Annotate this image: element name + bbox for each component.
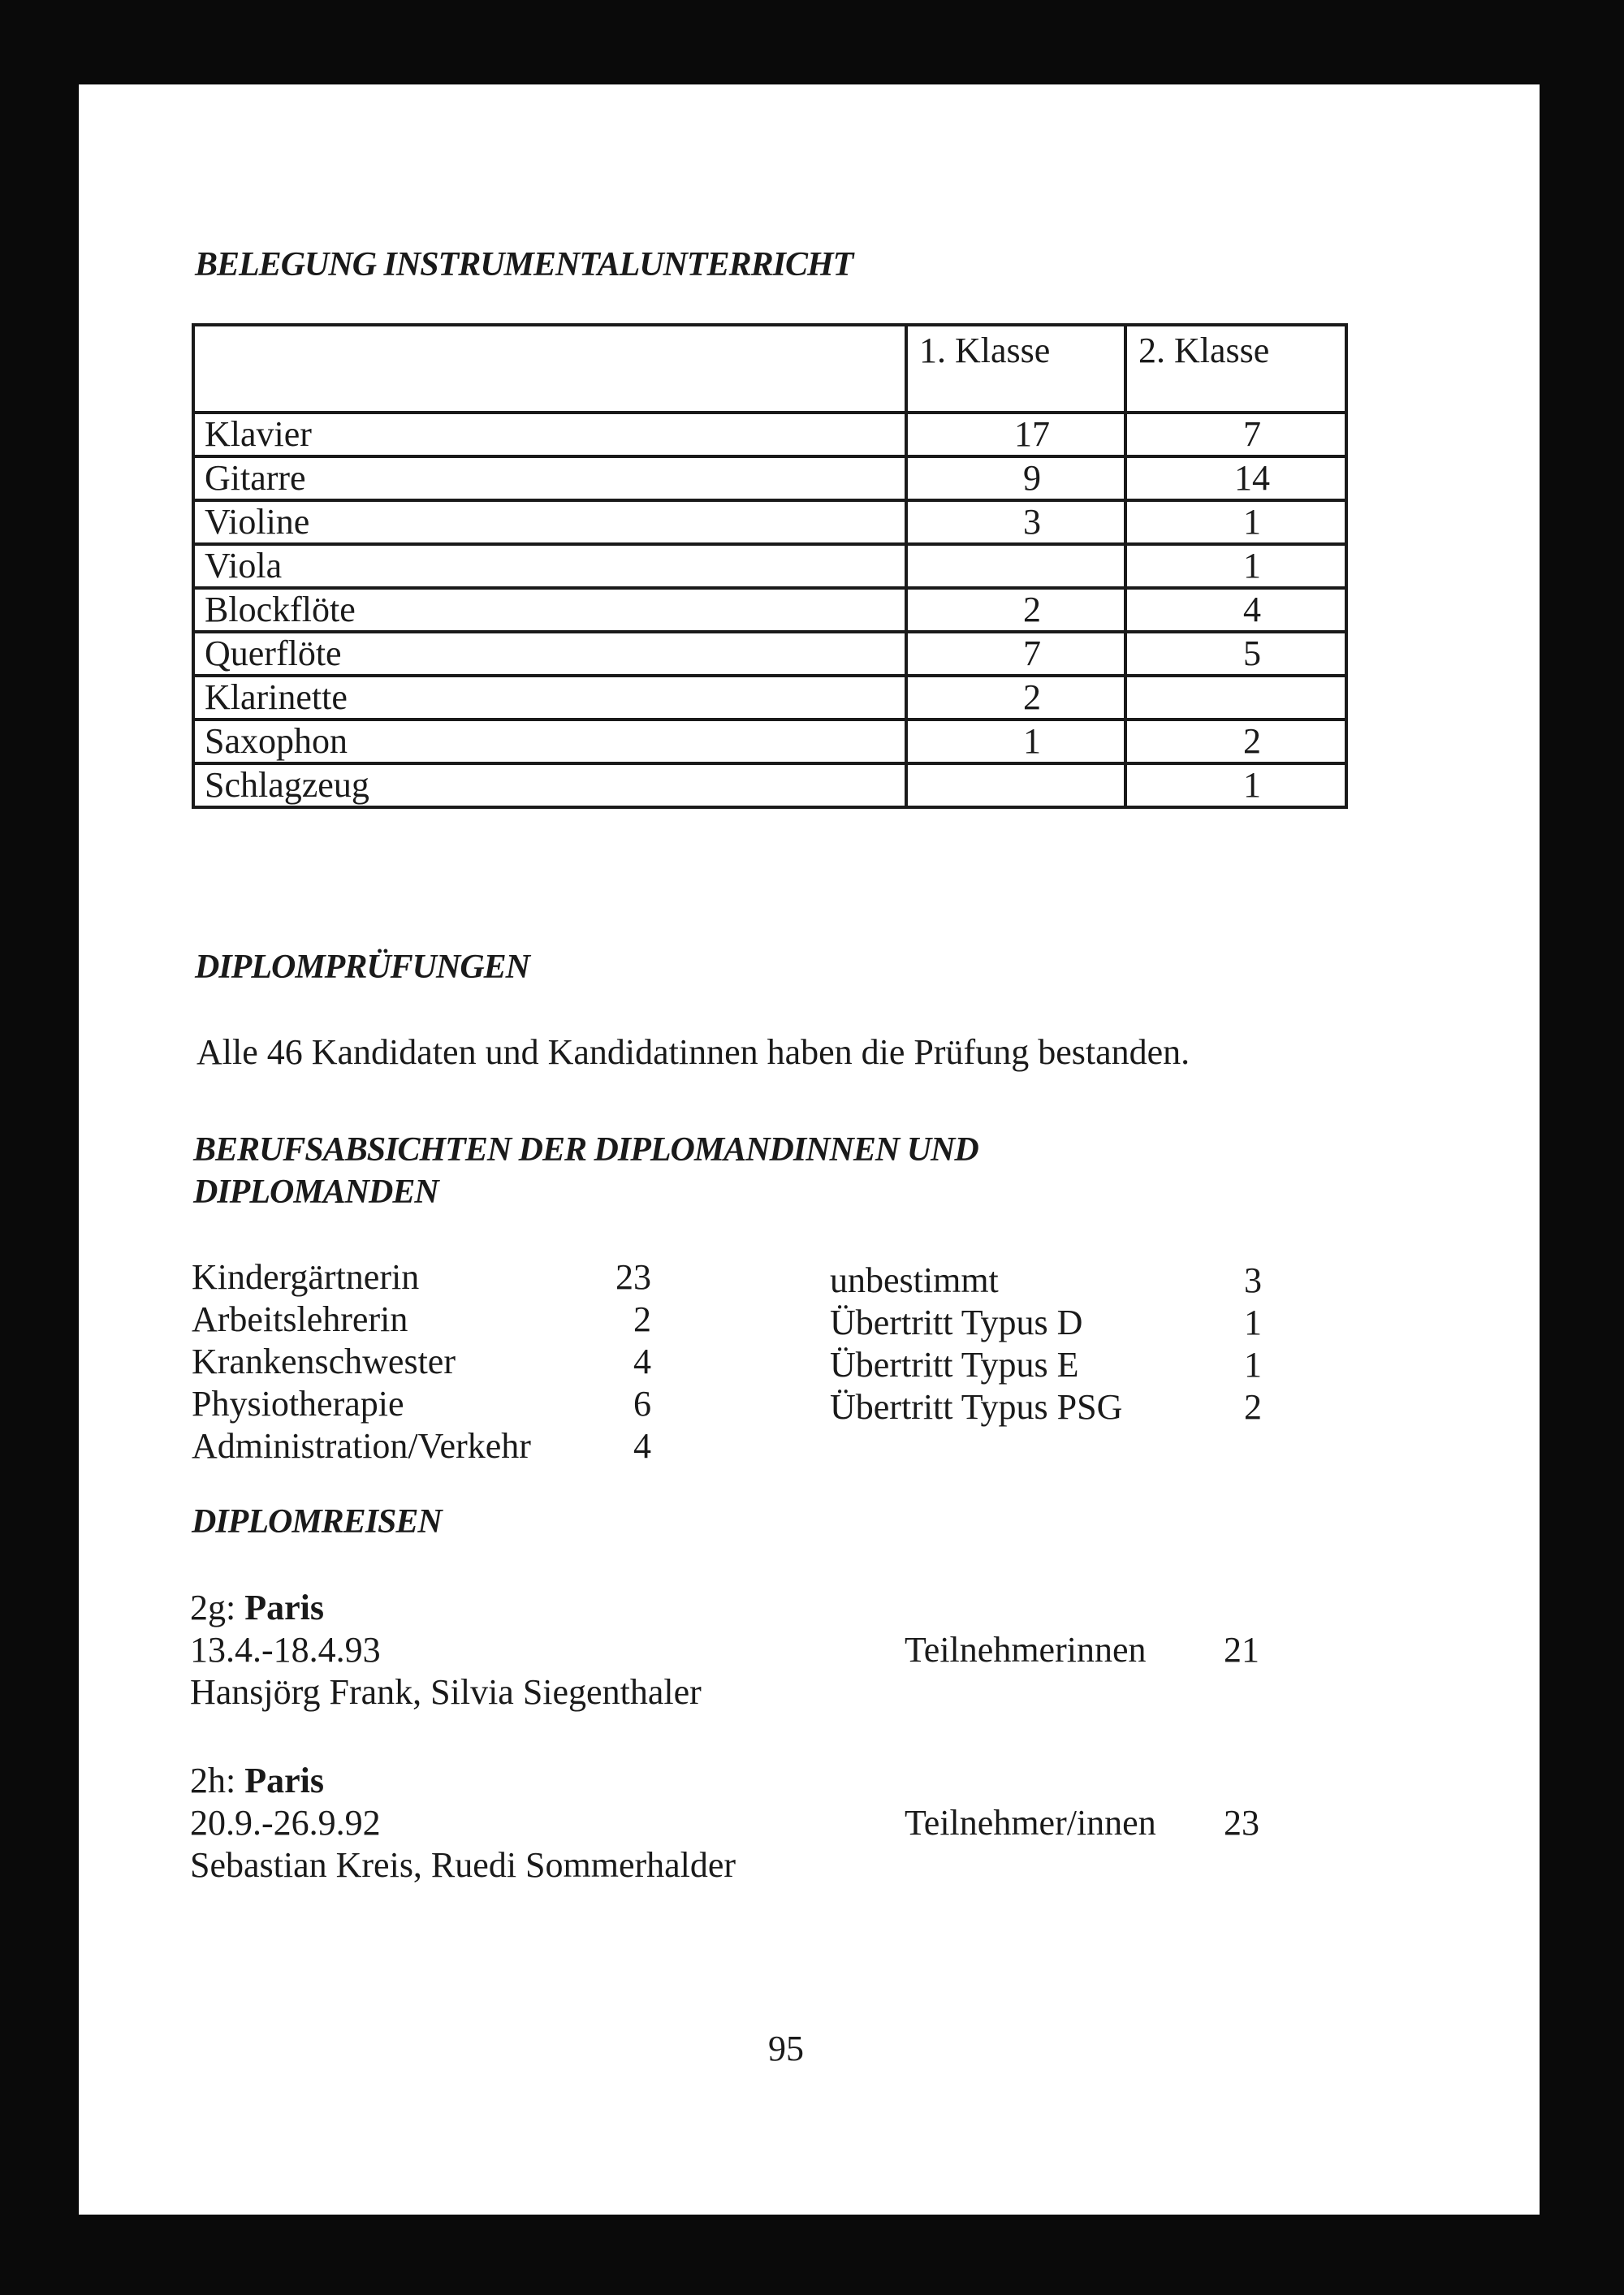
table-row [193, 588, 1346, 632]
participants-count: 23 [1224, 1803, 1259, 1843]
trip-dates: 13.4.-18.4.93 [190, 1630, 381, 1670]
table-row [193, 456, 1346, 500]
instrument-cell: Violine [193, 500, 906, 544]
list-item [830, 1260, 1262, 1302]
klasse2-cell [1125, 676, 1346, 720]
trip-dates: 20.9.-26.9.92 [190, 1803, 381, 1843]
career-label: Administration/Verkehr [192, 1426, 531, 1466]
instrument-cell: Klavier [193, 413, 906, 456]
table-row [193, 544, 1346, 588]
list-item [830, 1302, 1262, 1344]
instrument-cell: Querflöte [193, 632, 906, 676]
career-label: Arbeitslehrerin [192, 1299, 408, 1339]
career-count: 1 [1244, 1345, 1262, 1385]
career-label: Übertritt Typus D [830, 1303, 1083, 1342]
participants-label: Teilnehmerinnen [905, 1630, 1147, 1670]
klasse1-cell [906, 544, 1125, 588]
klasse2-cell: 1 [1125, 763, 1346, 807]
table-row [193, 413, 1346, 456]
klasse1-cell: 17 [906, 413, 1125, 456]
list-item [192, 1299, 651, 1341]
career-count: 2 [1244, 1387, 1262, 1427]
section-title-diplomreisen: DIPLOMREISEN [192, 1503, 442, 1541]
header-cell-klasse2: 2. Klasse [1125, 325, 1346, 413]
list-item [192, 1256, 651, 1299]
header-cell-empty [193, 325, 906, 413]
klasse2-cell: 14 [1125, 456, 1346, 500]
table-row [193, 632, 1346, 676]
instrument-cell: Schlagzeug [193, 763, 906, 807]
klasse2-cell: 5 [1125, 632, 1346, 676]
trip-2h [190, 1760, 736, 1887]
section-title-berufsabsichten-2: DIPLOMANDEN [193, 1173, 438, 1211]
career-count: 1 [1244, 1303, 1262, 1342]
exam-result-text: Alle 46 Kandidaten und Kandidatinnen haben die Prüfung bestanden. [197, 1032, 1190, 1072]
list-item [830, 1386, 1262, 1428]
klasse2-cell: 2 [1125, 720, 1346, 763]
klasse1-cell: 1 [906, 720, 1125, 763]
table-row [193, 676, 1346, 720]
trip-destination: Paris [244, 1761, 324, 1800]
klasse1-cell: 2 [906, 676, 1125, 720]
klasse1-cell [906, 763, 1125, 807]
instrument-cell: Blockflöte [193, 588, 906, 632]
trip-heading [190, 1587, 702, 1629]
klasse2-cell: 4 [1125, 588, 1346, 632]
career-label: Übertritt Typus E [830, 1345, 1079, 1385]
list-item [830, 1344, 1262, 1386]
career-label: Physiotherapie [192, 1384, 404, 1424]
trip-leaders: Sebastian Kreis, Ruedi Sommerhalder [190, 1845, 736, 1885]
table-row [193, 720, 1346, 763]
career-count: 2 [633, 1299, 651, 1339]
instrument-cell: Saxophon [193, 720, 906, 763]
participants-label: Teilnehmer/innen [905, 1803, 1156, 1843]
table-row [193, 763, 1346, 807]
trip-2g [190, 1587, 702, 1714]
klasse1-cell: 3 [906, 500, 1125, 544]
list-item [192, 1425, 651, 1467]
career-count: 23 [615, 1257, 651, 1297]
trip-2g-participants [905, 1629, 1259, 1671]
table-row [193, 500, 1346, 544]
career-count: 4 [633, 1342, 651, 1381]
career-list-right [830, 1260, 1262, 1428]
instrument-cell: Gitarre [193, 456, 906, 500]
klasse2-cell: 7 [1125, 413, 1346, 456]
career-label: unbestimmt [830, 1260, 999, 1300]
list-item [192, 1383, 651, 1425]
career-label: Kindergärtnerin [192, 1257, 420, 1297]
trip-heading [190, 1760, 736, 1802]
page-number: 95 [768, 2029, 804, 2068]
career-label: Krankenschwester [192, 1342, 456, 1381]
document-page [79, 84, 1540, 2215]
table-header-row [193, 325, 1346, 413]
participants-count: 21 [1224, 1630, 1259, 1670]
trip-class: 2g: [190, 1588, 236, 1627]
header-cell-klasse1: 1. Klasse [906, 325, 1125, 413]
trip-2h-participants [905, 1802, 1259, 1844]
section-title-berufsabsichten-1: BERUFSABSICHTEN DER DIPLOMANDINNEN UND [193, 1131, 978, 1169]
klasse1-cell: 7 [906, 632, 1125, 676]
trip-destination: Paris [244, 1588, 324, 1627]
career-count: 6 [633, 1384, 651, 1424]
instrument-cell: Viola [193, 544, 906, 588]
klasse2-cell: 1 [1125, 500, 1346, 544]
klasse2-cell: 1 [1125, 544, 1346, 588]
instrument-cell: Klarinette [193, 676, 906, 720]
career-count: 3 [1244, 1260, 1262, 1300]
section-title-instrumental: BELEGUNG INSTRUMENTALUNTERRICHT [195, 246, 853, 283]
career-label: Übertritt Typus PSG [830, 1387, 1123, 1427]
career-count: 4 [633, 1426, 651, 1466]
trip-class: 2h: [190, 1761, 236, 1800]
klasse1-cell: 9 [906, 456, 1125, 500]
trip-leaders: Hansjörg Frank, Silvia Siegenthaler [190, 1672, 702, 1712]
instrument-table [192, 323, 1348, 809]
career-list-left [192, 1256, 651, 1467]
list-item [192, 1341, 651, 1383]
klasse1-cell: 2 [906, 588, 1125, 632]
section-title-diplompruefungen: DIPLOMPRÜFUNGEN [195, 949, 530, 986]
